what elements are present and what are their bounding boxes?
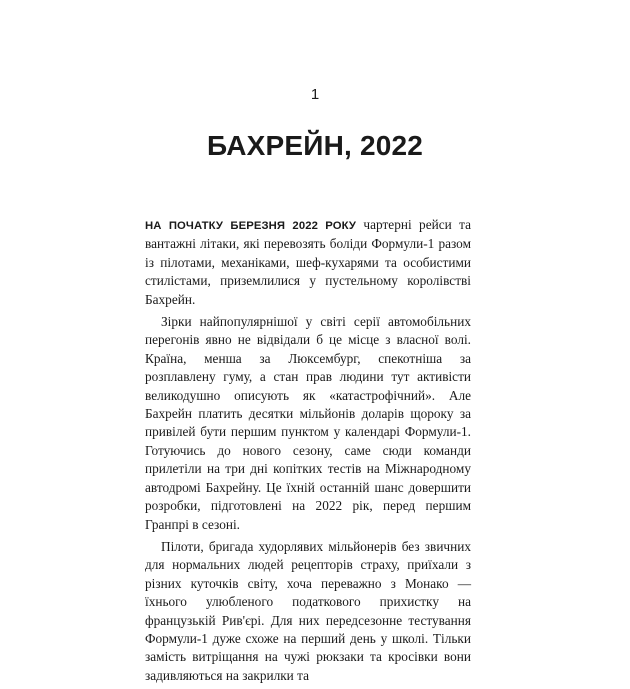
- paragraph-1: [145, 216, 471, 309]
- paragraph-3: Пілоти, бригада худорлявих мільйонерів без звичних для нормальних людей рецепторів страху, приїхали з різних куточків світу, хоча переважно з Монако — їхнього улюбленого податкового прихистку на французькій Рив'єрі. Для них передсезонне тестування Формули-1 дуже схоже на перший день у школі. Тільки замість витріщання на чужі рюкзаки та кросівки вони задивляються на закрилки та: [145, 538, 471, 683]
- paragraph-1-text: чартерні рейси та вантажні літаки, які перевозять боліди Формули-1 разом із пілотами, механіками, шеф-кухарями та особистими стилістами, приземлилися у пустельному королівстві Бахрейн.: [145, 217, 471, 307]
- chapter-title: БАХРЕЙН, 2022: [206, 130, 424, 161]
- chapter-number: 1: [310, 86, 320, 103]
- paragraph-2: Зірки найпопулярнішої у світі серії автомобільних перегонів явно не відвідали б це місце з власної волі. Країна, менша за Люксембург, спекотніша за розплавлену гуму, а стан прав людини тут активісти великодушно описують як «катастрофічний». Але Бахрейн платить десятки мільйонів доларів щороку за привілей бути першим пунктом у календарі Формули-1. Готуючись до нового сезону, саме сюди команди прилетіли на три дні копітких тестів на Міжнародному автодромі Бахрейну. Це їхній останній шанс довершити розробки, підготовлені на 2022 рік, перед першим Гранпрі в сезоні.: [145, 314, 471, 532]
- chapter-body: [145, 216, 471, 689]
- lead-in-caps: НА ПОЧАТКУ БЕРЕЗНЯ 2022 РОКУ: [145, 220, 357, 232]
